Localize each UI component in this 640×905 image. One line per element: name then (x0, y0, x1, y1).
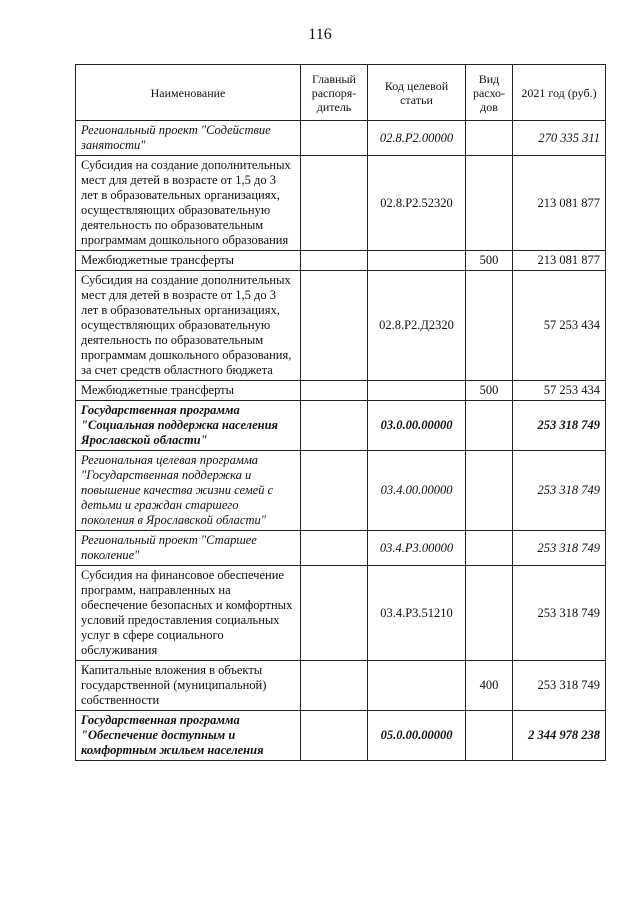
cell-code: 02.8.P2.52320 (368, 156, 466, 251)
cell-amount: 2 344 978 238 (513, 711, 606, 761)
cell-type (466, 531, 513, 566)
cell-admin (301, 661, 368, 711)
cell-type: 400 (466, 661, 513, 711)
table-row (76, 566, 606, 661)
cell-code (368, 661, 466, 711)
cell-amount: 270 335 311 (513, 121, 606, 156)
cell-name: Капитальные вложения в объекты государственной (муниципальной) собственности (76, 661, 301, 711)
cell-admin (301, 381, 368, 401)
cell-admin (301, 531, 368, 566)
cell-admin (301, 156, 368, 251)
header-name: Наименование (76, 65, 301, 121)
cell-amount: 253 318 749 (513, 661, 606, 711)
cell-type (466, 156, 513, 251)
cell-admin (301, 271, 368, 381)
cell-name: Региональный проект "Содействие занятости" (76, 121, 301, 156)
cell-name: Субсидия на финансовое обеспечение программ, направленных на обеспечение безопасных и комфортных условий предоставления социальных услуг в сфере социального обслуживания (76, 566, 301, 661)
cell-amount: 213 081 877 (513, 251, 606, 271)
cell-type: 500 (466, 381, 513, 401)
cell-type (466, 271, 513, 381)
table-row (76, 661, 606, 711)
header-admin: Главный распоря-дитель (301, 65, 368, 121)
cell-amount: 213 081 877 (513, 156, 606, 251)
cell-admin (301, 401, 368, 451)
cell-type (466, 121, 513, 156)
cell-name: Региональный проект "Старшее поколение" (76, 531, 301, 566)
cell-type (466, 711, 513, 761)
cell-admin (301, 251, 368, 271)
cell-name: Межбюджетные трансферты (76, 251, 301, 271)
cell-name: Региональная целевая программа "Государственная поддержка и повышение качества жизни семей с детьми и граждан старшего поколения в Ярославской области" (76, 451, 301, 531)
table-row (76, 451, 606, 531)
cell-name: Государственная программа "Социальная поддержка населения Ярославской области" (76, 401, 301, 451)
table-row (76, 531, 606, 566)
table-row (76, 271, 606, 381)
cell-code: 03.0.00.00000 (368, 401, 466, 451)
cell-name: Межбюджетные трансферты (76, 381, 301, 401)
cell-type (466, 566, 513, 661)
cell-name: Субсидия на создание дополнительных мест для детей в возрасте от 1,5 до 3 лет в образовательных организациях, осуществляющих образовательную деятельность по образовательным программам дошкольного образования (76, 156, 301, 251)
cell-type (466, 451, 513, 531)
cell-code: 03.4.00.00000 (368, 451, 466, 531)
cell-code: 03.4.P3.51210 (368, 566, 466, 661)
cell-admin (301, 451, 368, 531)
budget-table (75, 64, 606, 761)
cell-admin (301, 711, 368, 761)
header-amount: 2021 год (руб.) (513, 65, 606, 121)
cell-amount: 57 253 434 (513, 271, 606, 381)
cell-name: Государственная программа "Обеспечение доступным и комфортным жильем населения (76, 711, 301, 761)
table-row (76, 251, 606, 271)
cell-code (368, 381, 466, 401)
cell-amount: 253 318 749 (513, 401, 606, 451)
table-row (76, 121, 606, 156)
cell-type (466, 401, 513, 451)
header-code: Код целевой статьи (368, 65, 466, 121)
cell-admin (301, 121, 368, 156)
cell-code: 03.4.P3.00000 (368, 531, 466, 566)
cell-type: 500 (466, 251, 513, 271)
cell-amount: 253 318 749 (513, 566, 606, 661)
table-row (76, 156, 606, 251)
cell-amount: 57 253 434 (513, 381, 606, 401)
cell-code: 05.0.00.00000 (368, 711, 466, 761)
header-type: Вид расхо-дов (466, 65, 513, 121)
cell-name: Субсидия на создание дополнительных мест для детей в возрасте от 1,5 до 3 лет в образовательных организациях, осуществляющих образовательную деятельность по образовательным программам дошкольного образования, за счет средств областного бюджета (76, 271, 301, 381)
table-row (76, 381, 606, 401)
page-number: 116 (308, 26, 332, 43)
cell-code: 02.8.P2.Д2320 (368, 271, 466, 381)
table-header-row (76, 65, 606, 121)
table-row (76, 711, 606, 761)
cell-admin (301, 566, 368, 661)
cell-amount: 253 318 749 (513, 451, 606, 531)
cell-code: 02.8.P2.00000 (368, 121, 466, 156)
table-body (76, 121, 606, 761)
cell-code (368, 251, 466, 271)
table-row (76, 401, 606, 451)
cell-amount: 253 318 749 (513, 531, 606, 566)
